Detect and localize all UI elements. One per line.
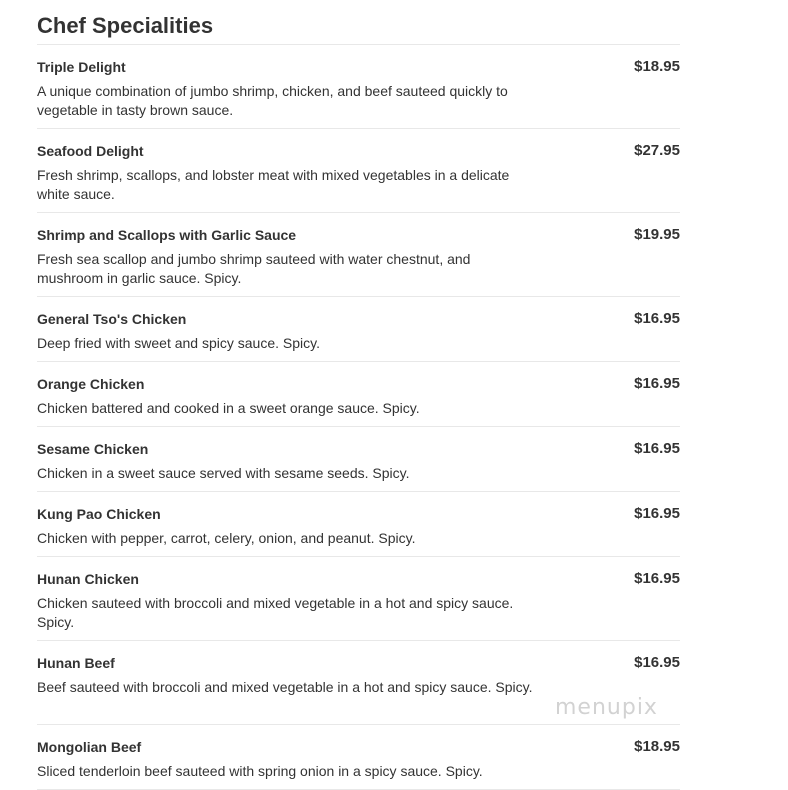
item-name: Hunan Chicken xyxy=(37,571,139,587)
menu-item xyxy=(37,362,680,427)
item-description: A unique combination of jumbo shrimp, chicken, and beef sauteed quickly to vegetable in tasty brown sauce. xyxy=(37,83,508,118)
item-price: $16.95 xyxy=(634,310,680,327)
item-price: $16.95 xyxy=(634,654,680,671)
item-name: Triple Delight xyxy=(37,59,126,75)
menu-item xyxy=(37,129,680,213)
item-name: Kung Pao Chicken xyxy=(37,506,161,522)
item-description: Deep fried with sweet and spicy sauce. Spicy. xyxy=(37,335,320,351)
item-price: $27.95 xyxy=(634,142,680,159)
item-name: Orange Chicken xyxy=(37,376,145,392)
menu-item xyxy=(37,45,680,129)
item-description: Beef sauteed with broccoli and mixed vegetable in a hot and spicy sauce. Spicy. xyxy=(37,679,533,695)
menu-item xyxy=(37,427,680,492)
item-price: $16.95 xyxy=(634,375,680,392)
item-price: $19.95 xyxy=(634,226,680,243)
item-price: $16.95 xyxy=(634,570,680,587)
menu-item xyxy=(37,725,680,790)
item-description: Chicken with pepper, carrot, celery, onion, and peanut. Spicy. xyxy=(37,530,416,546)
item-name: Hunan Beef xyxy=(37,655,115,671)
item-price: $16.95 xyxy=(634,440,680,457)
item-name: Sesame Chicken xyxy=(37,441,149,457)
item-name: Mongolian Beef xyxy=(37,739,142,755)
item-name: Shrimp and Scallops with Garlic Sauce xyxy=(37,227,297,243)
item-price: $18.95 xyxy=(634,738,680,755)
item-description: Sliced tenderloin beef sauteed with spring onion in a spicy sauce. Spicy. xyxy=(37,763,483,779)
menu-item xyxy=(37,557,680,641)
item-price: $18.95 xyxy=(634,58,680,75)
menu-item xyxy=(37,297,680,362)
item-description: Chicken in a sweet sauce served with sesame seeds. Spicy. xyxy=(37,465,410,481)
item-description: Fresh shrimp, scallops, and lobster meat with mixed vegetables in a delicate white sauce. xyxy=(37,167,510,202)
item-price: $16.95 xyxy=(634,505,680,522)
item-name: General Tso's Chicken xyxy=(37,311,187,327)
menu-page xyxy=(37,12,680,790)
item-description: Chicken sauteed with broccoli and mixed vegetable in a hot and spicy sauce. Spicy. xyxy=(37,595,514,630)
item-description: Fresh sea scallop and jumbo shrimp sauteed with water chestnut, and mushroom in garlic sauce. Spicy. xyxy=(37,251,471,286)
menu-item xyxy=(37,492,680,557)
watermark-logo: menupix xyxy=(555,695,658,720)
item-name: Seafood Delight xyxy=(37,143,144,159)
section-title: Chef Specialities xyxy=(37,12,680,45)
item-description: Chicken battered and cooked in a sweet orange sauce. Spicy. xyxy=(37,400,420,416)
menu-item xyxy=(37,213,680,297)
